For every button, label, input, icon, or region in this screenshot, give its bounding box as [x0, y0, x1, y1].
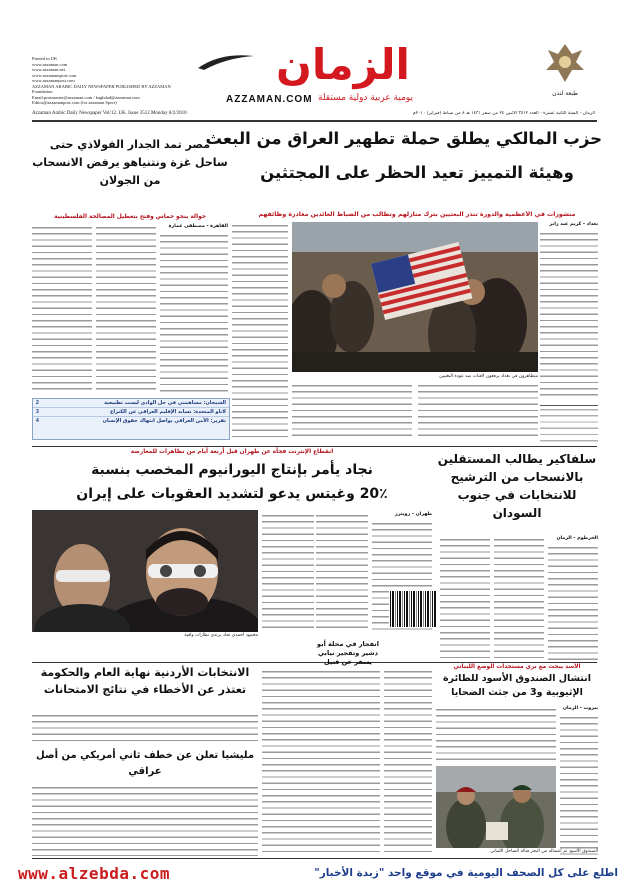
- section-rule: [32, 446, 597, 447]
- footer-url[interactable]: www.alzebda.com: [18, 864, 170, 883]
- sudan-headline: سلفاكير يطالب المستقلين بالانسحاب من الترشيح للانتخابات في جنوب السودان: [437, 452, 597, 520]
- protest-photo-icon: [292, 222, 538, 372]
- index-box: [32, 398, 230, 440]
- edition-label: طبعة لندن: [552, 90, 578, 97]
- info-line: www.azzaman.com: [32, 61, 68, 67]
- sudan-column-3: [440, 536, 490, 660]
- info-line: www.azzamansport.com: [32, 72, 77, 78]
- info-line: Editor@azzamanpost.com (for azzaman Sport): [32, 100, 117, 105]
- info-line: AZZAMAN ARABIC DAILY NEWSPAPER PUBLISHED BY AZZAMAN Foundation: [32, 83, 171, 94]
- lead-byline: بغداد - كريم عبد زاير: [549, 222, 598, 227]
- index-item-text: لاتاو المتحدة: تساند الإقليم العراقي عن الكنزاع: [109, 409, 226, 415]
- logo-arabic: الزمان: [276, 40, 410, 89]
- logo-tagline: يومية عربية دولية مستقلة: [318, 93, 414, 103]
- lead-photo-caption: متظاهرون في بغداد يرفعون لافتات ضد عودة البعثيين: [439, 374, 538, 379]
- blasts-headline: انفجار في محلة أبو دشير وتفجير نيابي يسفر عن قتيل: [317, 640, 379, 666]
- iran-headline-2: 20٪ وغيتس يدعو لتشديد العقوبات على إيران: [76, 486, 388, 502]
- iran-headline-1: نجاد يأمر بإنتاج اليورانيوم المخصب بنسبة: [91, 462, 373, 478]
- index-item[interactable]: [33, 417, 229, 425]
- info-line: Email:postmaster@azzaman.com / baghdad@azzaman.com: [32, 94, 140, 100]
- logo: [188, 40, 458, 110]
- barcode: [389, 590, 437, 628]
- lead-subhead: منشورات في الأعظمية والدورة تنذر البعثيين بترك منازلهم وتطالب من الضباط العائدين مغادرة وظائفهم: [258, 211, 576, 218]
- side-column-1: [160, 232, 228, 392]
- lebanon-photo-caption: الصندوق الأسود تم انتشاله من البحر قبالة الساحل اللبناني: [490, 849, 598, 854]
- militia-column: [32, 784, 258, 856]
- side-column-2: [96, 224, 156, 392]
- iran-photo-caption: محمود أحمدي نجاد يرتدي نظارات واقية: [184, 633, 258, 638]
- side-subhead: حوالة بنحو حماس وفتح بتعطيل المصالحة الفلسطينية: [54, 214, 206, 220]
- index-item[interactable]: [33, 408, 229, 417]
- center-column: [384, 668, 432, 856]
- lebanon-byline: بيروت - الزمان: [562, 706, 598, 711]
- emblem: [542, 40, 588, 96]
- lead-headline-2: وهيئة التمييز تعيد الحظر على المجتثين: [260, 163, 574, 182]
- masthead: [0, 0, 632, 122]
- iran-byline: طهران - رويترز: [395, 512, 432, 517]
- side-column-3: [32, 224, 92, 392]
- blasts-column: [262, 668, 380, 856]
- emblem-icon: [542, 40, 588, 86]
- logo-latin: AZZAMAN.COM: [226, 94, 313, 105]
- lebanon-column-1: [560, 714, 598, 856]
- lead-column-3: [232, 222, 288, 438]
- dateline-en: Azzaman Arabic Daily Newspaper Vol/12. UK. Issue 3512 Monday 8/2/2010: [32, 111, 187, 116]
- lebanon-column-2: [436, 706, 556, 762]
- side-headline: مصر تمد الجدار الفولاذي حتى ساحل غزة ونتنياهو يرفض الانسحاب من الجولان: [32, 138, 228, 187]
- iran-column-2: [316, 512, 368, 632]
- sudan-column-2: [494, 536, 544, 660]
- lebanon-kicker: الأسد يبحث مع بري مستجدات الوضع اللبناني: [453, 664, 581, 670]
- info-line: www.azzamanpost.com: [32, 78, 75, 83]
- militia-headline: مليشيا تعلن عن خطف ثاني أمريكي من أصل عراقي: [35, 750, 255, 777]
- lead-column-2: [292, 382, 412, 438]
- jordan-headline: الانتخابات الأردنية نهاية العام والحكومة تعتذر عن الأخطاء في نتائج الامتحانات: [40, 666, 250, 696]
- index-item-text: تقرير: الأمن العراقي يواصل انتهاك حقوق الإنسان: [102, 418, 226, 424]
- lead-photo: [292, 222, 538, 372]
- footer-rule: [32, 858, 597, 859]
- index-item-text: الشيخان: مساهمتي في حل الوادي ليست تطبيعية: [104, 400, 226, 406]
- lead-right-box: [540, 405, 598, 442]
- index-item-page: 3: [36, 409, 39, 415]
- info-line: Printed in UK: [32, 56, 58, 61]
- masthead-rule: [32, 120, 597, 122]
- lead-headline-1: حزب المالكي يطلق حملة تطهير العراق من البعث: [205, 129, 602, 148]
- footer-slogan: اطلع على كل الصحف اليومية في موقع واحد "زبدة الأخبار": [314, 867, 618, 879]
- section-rule: [32, 662, 597, 663]
- iran-kicker: انقطاع الإنترنت فجأة عن طهران قبل أربعة أيام من تظاهرات للمعارضة: [130, 449, 334, 455]
- jordan-column-1: [32, 712, 258, 744]
- dateline-ar: الزمان - السنة الثانية عشرة - العدد ٣٥١٢ الاثنين ٢٤ من صفر ١٤٣١ هـ ٨ من شباط (فبراير) ٢٠١٠م: [412, 111, 595, 116]
- ahmadinejad-photo-icon: [32, 510, 258, 632]
- index-item-page: 2: [36, 400, 39, 406]
- index-item-page: 4: [36, 418, 39, 424]
- iran-photo: [32, 510, 258, 632]
- side-byline: القاهرة - مصطفى عمارة: [168, 224, 228, 229]
- masthead-info: [32, 56, 172, 106]
- lebanon-headline: انتشال الصندوق الأسود للطائرة الإثيوبية و3 من جثث الضحايا: [443, 673, 591, 698]
- lead-column-1: [418, 382, 538, 438]
- lead-column-right: [540, 230, 598, 400]
- iran-column-3: [262, 512, 314, 632]
- lebanon-photo: [436, 766, 556, 848]
- soldiers-photo-icon: [436, 766, 556, 848]
- index-item[interactable]: [33, 399, 229, 408]
- sudan-byline: الخرطوم - الزمان: [556, 536, 598, 541]
- info-line: www.azzaman.net: [32, 67, 65, 72]
- sudan-column-1: [548, 544, 598, 660]
